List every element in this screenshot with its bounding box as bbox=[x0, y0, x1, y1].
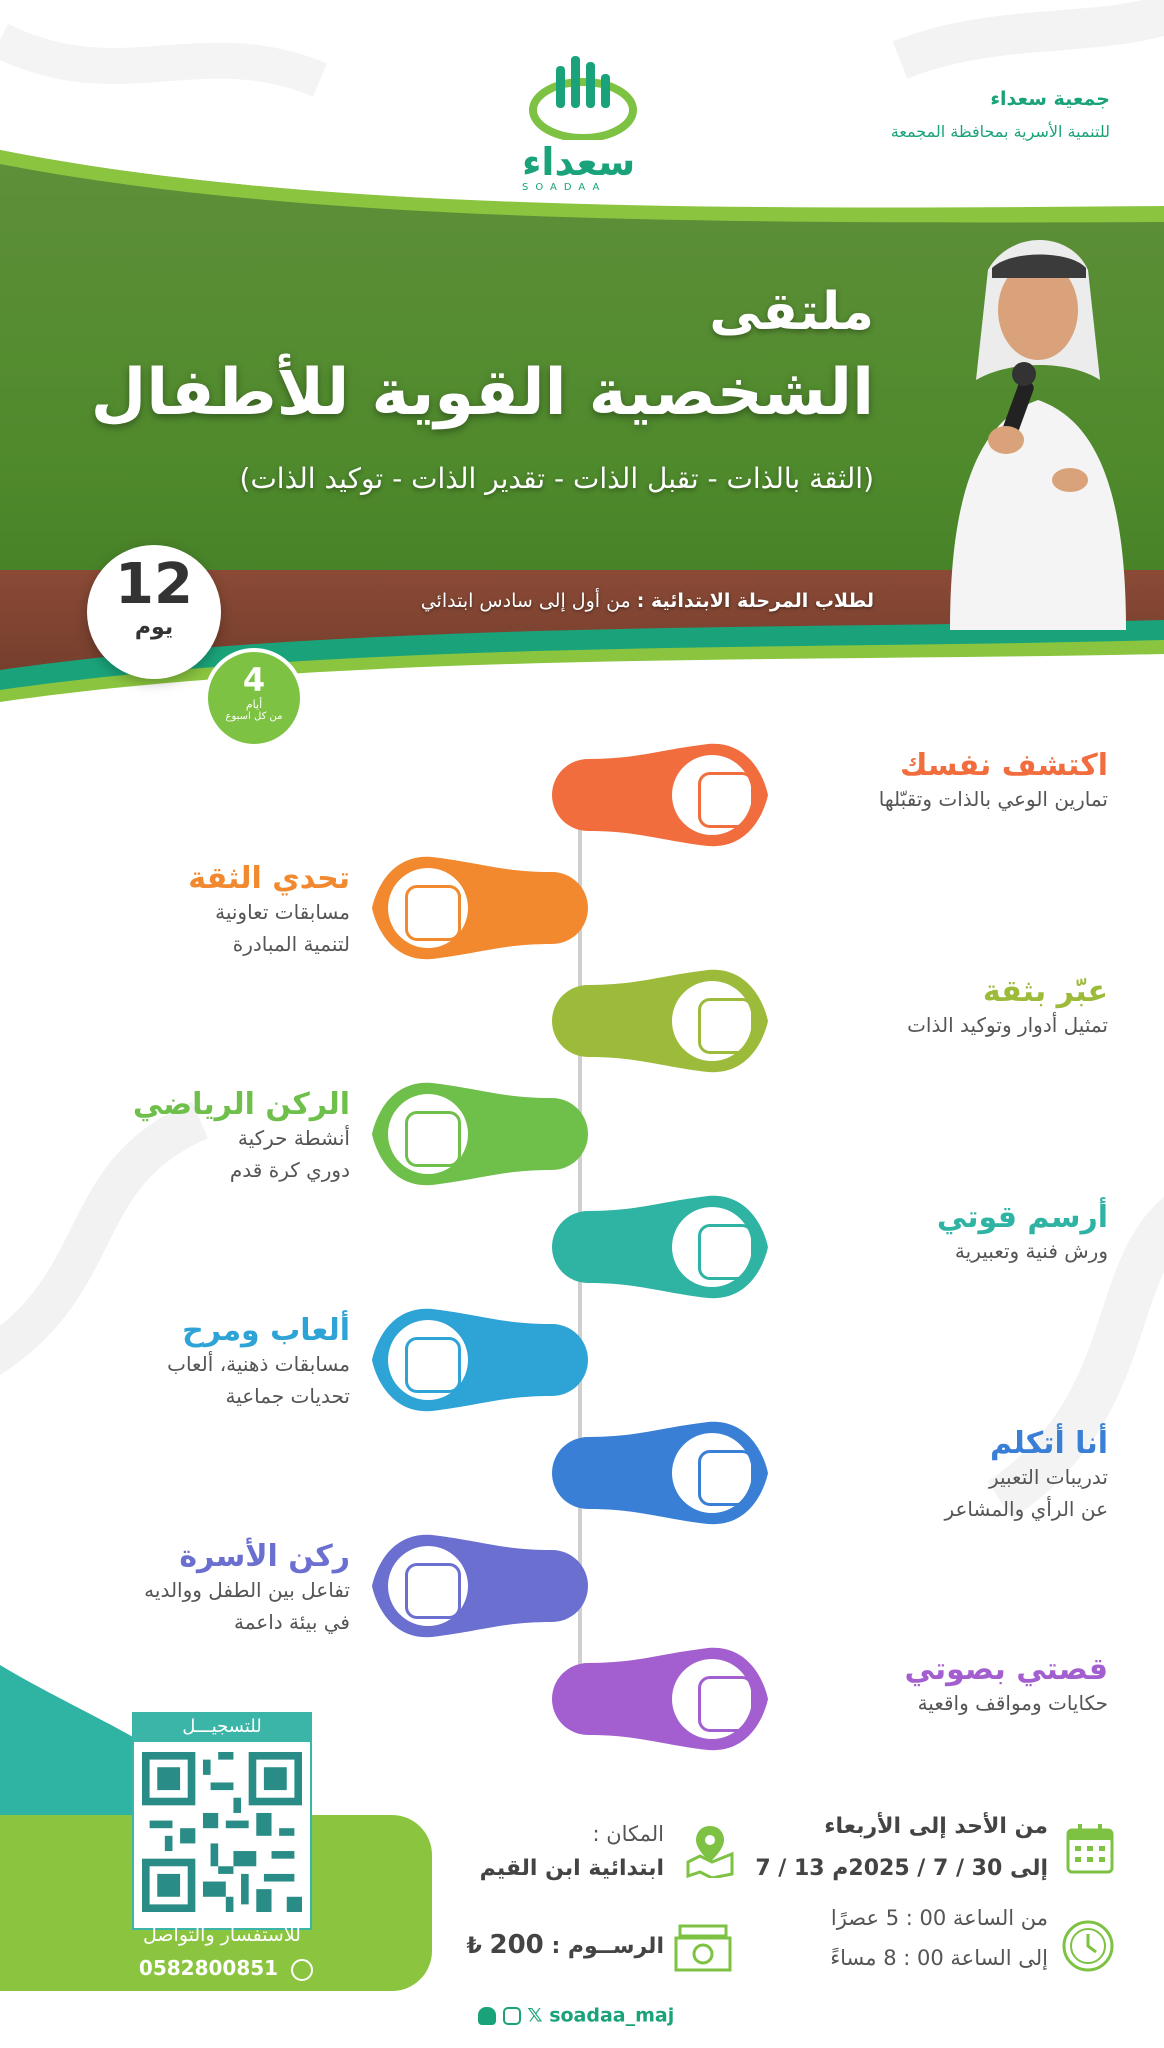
week-badge bbox=[204, 648, 304, 748]
step-title: أرسم قوتي bbox=[936, 1200, 1108, 1235]
snapchat-icon[interactable] bbox=[478, 2007, 496, 2025]
riyal-icon: ₺ bbox=[466, 1934, 482, 1959]
time-from: من الساعة 00 : 5 عصرًا bbox=[830, 1906, 1048, 1930]
step-text bbox=[905, 1652, 1109, 1719]
event-subtitle: (الثقة بالذات - تقبل الذات - تقدير الذات - توكيد الذات) bbox=[239, 462, 874, 495]
step-description: أنشطة حركية bbox=[237, 1126, 350, 1150]
audience-label: لطلاب المرحلة الابتدائية : bbox=[636, 590, 874, 612]
step-description: تمثيل أدوار وتوكيد الذات bbox=[907, 1013, 1108, 1037]
days-count: 12 bbox=[115, 552, 193, 617]
step-title: الركن الرياضي bbox=[132, 1087, 350, 1122]
step-title: ركن الأسرة bbox=[179, 1539, 350, 1574]
phone-number[interactable] bbox=[136, 1956, 316, 1981]
step-text bbox=[144, 1539, 350, 1638]
step-description: تمارين الوعي بالذات وتقبّلها bbox=[878, 787, 1108, 811]
step-text bbox=[879, 748, 1108, 815]
week-unit: أيام bbox=[245, 698, 263, 711]
step-title: اكتشف نفسك bbox=[900, 748, 1108, 783]
step-description: مسابقات تعاونية bbox=[215, 900, 350, 924]
step-title: عبّر بثقة bbox=[982, 974, 1108, 1009]
days-badge bbox=[87, 545, 221, 679]
days-unit: يوم bbox=[134, 615, 174, 640]
story-scroll-icon bbox=[698, 1676, 754, 1732]
blocks-icon bbox=[405, 1337, 461, 1393]
step-text bbox=[937, 1200, 1108, 1267]
place-value: ابتدائية ابن القيم bbox=[479, 1856, 664, 1881]
step-description: دوري كرة قدم bbox=[229, 1158, 350, 1182]
fee-text bbox=[467, 1930, 664, 1960]
step-text bbox=[133, 1087, 350, 1186]
event-title: الشخصية القوية للأطفال bbox=[90, 356, 874, 430]
boy-with-microphone-illustration bbox=[910, 230, 1164, 630]
thumbs-up-icon bbox=[698, 998, 754, 1054]
step-description: ورش فنية وتعبيرية bbox=[954, 1239, 1108, 1263]
social-links[interactable] bbox=[478, 2004, 674, 2027]
step-title: ألعاب ومرح bbox=[182, 1313, 350, 1348]
step-description: عن الرأي والمشاعر bbox=[944, 1497, 1108, 1521]
face-search-icon bbox=[698, 772, 754, 828]
location-pin-icon bbox=[684, 1822, 736, 1878]
calendar-icon bbox=[1066, 1822, 1114, 1874]
logo-icon bbox=[528, 52, 638, 140]
step-title: قصتي بصوتي bbox=[904, 1652, 1108, 1687]
step-title: أنا أتكلم bbox=[989, 1426, 1108, 1461]
qr-code-icon bbox=[142, 1752, 302, 1912]
schedule-dates: 7 / 13 إلى 30 / 7 / 2025م bbox=[755, 1856, 1048, 1881]
org-name: جمعية سعداء bbox=[990, 88, 1110, 110]
audience-value: من أول إلى سادس ابتدائي bbox=[420, 590, 631, 612]
palette-icon bbox=[698, 1224, 754, 1280]
step-text bbox=[907, 974, 1108, 1041]
x-icon[interactable]: 𝕏 bbox=[527, 2004, 543, 2027]
step-description: تدريبات التعبير bbox=[988, 1465, 1108, 1489]
logo-latin-text: SOADAA bbox=[522, 182, 607, 193]
fee-label: الرســوم : bbox=[551, 1934, 664, 1959]
step-text bbox=[944, 1426, 1108, 1525]
schedule-days: من الأحد إلى الأربعاء bbox=[824, 1814, 1048, 1839]
place-label: المكان : bbox=[592, 1822, 664, 1846]
money-icon bbox=[674, 1924, 732, 1974]
clock-icon bbox=[1060, 1918, 1116, 1974]
logo-text: سعداء bbox=[522, 140, 636, 184]
week-frequency: من كل اسبوع bbox=[225, 711, 283, 722]
register-label: للتسجيـــل bbox=[132, 1712, 312, 1742]
time-to: إلى الساعة 00 : 8 مساءً bbox=[830, 1946, 1048, 1970]
step-text bbox=[188, 861, 350, 960]
sports-shoe-icon bbox=[405, 1111, 461, 1167]
step-description: لتنمية المبادرة bbox=[232, 932, 350, 956]
social-handle: soadaa_maj bbox=[549, 2004, 675, 2027]
microphone-icon bbox=[698, 1450, 754, 1506]
event-title-prefix: ملتقى bbox=[709, 282, 874, 342]
inquiry-label: للاستفسار والتواصل bbox=[143, 1924, 301, 1946]
step-description: مسابقات ذهنية، ألعاب bbox=[167, 1352, 350, 1376]
step-title: تحدي الثقة bbox=[188, 861, 350, 896]
instagram-icon[interactable] bbox=[503, 2007, 521, 2025]
step-description: تحديات جماعية bbox=[225, 1384, 350, 1408]
phone-value: 0582800851 bbox=[138, 1956, 279, 1980]
step-description: في بيئة داعمة bbox=[234, 1610, 350, 1634]
registration-qr[interactable] bbox=[132, 1712, 312, 1930]
challenge-arrows-icon bbox=[405, 885, 461, 941]
step-description: تفاعل بين الطفل ووالديه bbox=[144, 1578, 350, 1602]
step-description: حكايات ومواقف واقعية bbox=[917, 1691, 1108, 1715]
week-count: 4 bbox=[242, 661, 266, 699]
fee-value: 200 bbox=[489, 1930, 544, 1960]
whatsapp-icon bbox=[291, 1959, 313, 1981]
family-icon bbox=[405, 1563, 461, 1619]
audience-text bbox=[421, 590, 874, 612]
org-subtitle: للتنمية الأسرية بمحافظة المجمعة bbox=[890, 122, 1110, 141]
step-text bbox=[167, 1313, 350, 1412]
